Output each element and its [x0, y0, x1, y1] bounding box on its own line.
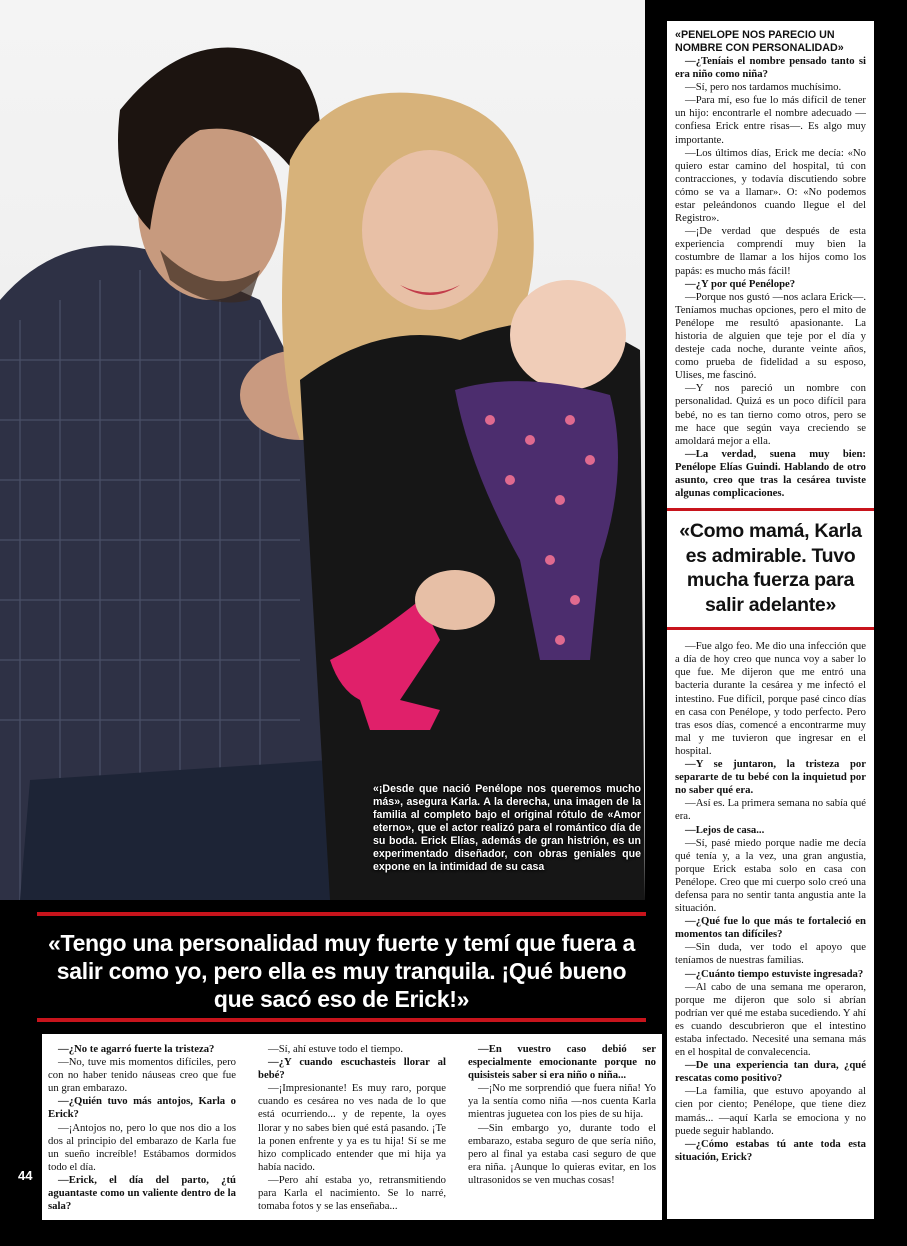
- pull-quote-big: [37, 912, 646, 1022]
- bottom-column-3: [468, 1043, 656, 1187]
- interview-answer: —Sin embargo yo, durante todo el embarazo, estaba seguro de que sería niño, pero al final ya estaba casi seguro de que era niña. ¡Aunque lo quieras evitar, en los ultrasonidos se ven muchas cosas!: [468, 1121, 656, 1186]
- pull-quote-big-text: «Tengo una personalidad muy fuerte y temí que fuera a salir como yo, pero ella es muy tranquila. ¡Qué bueno que sacó eso de Erick!»: [48, 930, 635, 1012]
- interview-question: —¿Cómo estabas tú ante toda esta situación, Erick?: [675, 1137, 866, 1163]
- interview-answer: —No, tuve mis momentos difíciles, pero con no haber tenido náuseas creo que fue un gran embarazo.: [48, 1056, 236, 1095]
- interview-answer: —Sí, pero nos tardamos muchísimo.: [685, 81, 842, 94]
- interview-answer: —Pero ahí estaba yo, retransmitiendo para Karla el nacimiento. Se lo narré, tomaba fotos y se las enseñaba...: [258, 1173, 446, 1213]
- interview-question: —Lejos de casa...: [685, 823, 765, 836]
- man-jeans: [20, 760, 340, 900]
- interview-answer: —¡No me sorprendió que fuera niña! Yo ya la sentía como niña —nos cuenta Karla mientras juguetea con los pies de su hija.: [468, 1082, 656, 1121]
- interview-answer: —La familia, que estuvo apoyando al cien por ciento; Penélope, que tiene diez mamás... —aquí Karla se emociona y no puede seguir hablando.: [675, 1085, 866, 1137]
- interview-answer: —Sin duda, ver todo el apoyo que teníamos de nuestras familias.: [675, 941, 866, 967]
- interview-answer: —¡Antojos no, pero lo que nos dio a los dos al principio del embarazo de Karla fue un sueño increíble! Estábamos dormidos todo el día.: [48, 1121, 236, 1173]
- bottom-column-1: [48, 1043, 236, 1213]
- interview-answer: —¡Impresionante! Es muy raro, porque cuando es cesárea no ves nada de lo que está ocurriendo... y de repente, la oyes llorar y no sabes bien qué está pasando. ¡Te la ponen enfrente y ya es tu hija! Sí se me hizo complicado entender que mi hija ya había nacido.: [258, 1082, 446, 1173]
- interview-question: —¿Quién tuvo más antojos, Karla o Erick?: [48, 1095, 236, 1121]
- interview-question: —¿Y por qué Penélope?: [685, 277, 796, 290]
- right-text-column: [667, 21, 874, 1219]
- interview-question: —Erick, el día del parto, ¿tú aguantaste como un valiente dentro de la sala?: [48, 1173, 236, 1213]
- interview-answer: —Los últimos días, Erick me decía: «No quiero estar camino del hospital, tú con contracciones, y todavía discutiendo sobre cómo se va a llamar». O: «No podemos estar peleándonos cuando llegue el del Registro».: [675, 146, 866, 225]
- section-heading: «PENELOPE NOS PARECIO UN NOMBRE CON PERSONALIDAD»: [675, 29, 844, 54]
- woman-hand: [415, 570, 495, 630]
- article-body-top: [675, 55, 866, 500]
- interview-question: —¿Qué fue lo que más te fortaleció en momentos tan difíciles?: [675, 915, 866, 941]
- interview-question: —La verdad, suena muy bien: Penélope Elías Guindi. Hablando de otro asunto, creo que tras la cesárea tuviste algunas complicaciones.: [675, 447, 866, 500]
- interview-question: —En vuestro caso debió ser especialmente emocionante porque no quisisteis saber si era niño o niña...: [468, 1043, 656, 1082]
- interview-question: —¿No te agarró fuerte la tristeza?: [58, 1043, 215, 1055]
- interview-answer: —Así es. La primera semana no sabía qué era.: [675, 797, 866, 823]
- woman-face: [362, 150, 498, 310]
- interview-answer: —Y nos pareció un nombre con personalidad. Quizá es un poco difícil para bebé, no es tan tierno como otros, pero se me hace que según vaya creciendo se amoldará mejor a ella.: [675, 382, 866, 447]
- interview-question: —Y se juntaron, la tristeza por separarte de tu bebé con la inquietud por no saber qué era.: [675, 758, 866, 797]
- page-number: 44: [18, 1168, 33, 1183]
- interview-answer: —Fue algo feo. Me dio una infección que a día de hoy creo que nunca voy a saber lo que fue. Me dijeron que me entró una bacteria durante la cesárea y me infectó el intestino. Fue difícil, porque pasé cinco días en casa con Penélope, y todo perfecto. Pero tras esos días, comencé a encontrarme muy mal y me tuvieron que ingresar en el hospital.: [675, 640, 866, 757]
- photo-caption: «¡Desde que nació Penélope nos queremos mucho más», asegura Karla. A la derecha, una imagen de la familia al completo bajo el original rótulo de «Amor eterno», que el actor realizó para el romántico día de su boda. Erick Elías, además de gran histrión, es un experimentado diseñador, con obras geniales que expone en la intimidad de su casa: [373, 783, 641, 873]
- interview-answer: —Sí, pasé miedo porque nadie me decía qué tenía y, a la vez, una gran angustia, porque Erick estaba solo en casa con Penélope. Creo que mi cuerpo solo creó una defensa para no sentir tanta angustia ante la situación.: [675, 836, 866, 915]
- pull-quote-text: «Como mamá, Karla es admirable. Tuvo mucha fuerza para salir adelante»: [679, 520, 862, 616]
- interview-answer: —Porque nos gustó —nos aclara Erick—. Teníamos muchas opciones, pero el mito de Penélope me resultó apasionante. La historia de alguien que teje por el día y desteje cada noche, durante veinte años, como prueba de fidelidad a su esposo, Ulises, me fascinó.: [675, 290, 866, 382]
- bottom-text-area: [42, 1034, 662, 1220]
- pull-quote-small: [667, 508, 874, 630]
- article-body-bottom: [675, 640, 866, 1164]
- bottom-column-2: [258, 1043, 446, 1213]
- interview-answer: —Sí, ahí estuve todo el tiempo.: [268, 1043, 404, 1055]
- interview-answer: —¡De verdad que después de esta experiencia comprendí muy bien la costumbre de llamar a los hijos como los papás: es mucho más fácil!: [675, 225, 866, 277]
- baby-face: [510, 280, 626, 390]
- interview-question: —¿Teníais el nombre pensado tanto si era niño como niña?: [675, 55, 866, 81]
- interview-answer: —Para mí, eso fue lo más difícil de tener un hijo: encontrarle el nombre adecuado —confiesa Erick entre risas—. Es algo muy importante.: [675, 94, 866, 146]
- interview-answer: —Al cabo de una semana me operaron, porque me dijeron que solo si abrían podrían ver qué me estaba sucediendo. Y ahí es cuando descubrieron que el intestino estaba infectado. Necesité una semana más en el hospital de convalecencia.: [675, 980, 866, 1059]
- interview-question: —¿Cuánto tiempo estuviste ingresada?: [685, 967, 864, 980]
- interview-question: —De una experiencia tan dura, ¿qué rescatas como positivo?: [675, 1059, 866, 1085]
- interview-question: —¿Y cuando escuchasteis llorar al bebé?: [258, 1056, 446, 1082]
